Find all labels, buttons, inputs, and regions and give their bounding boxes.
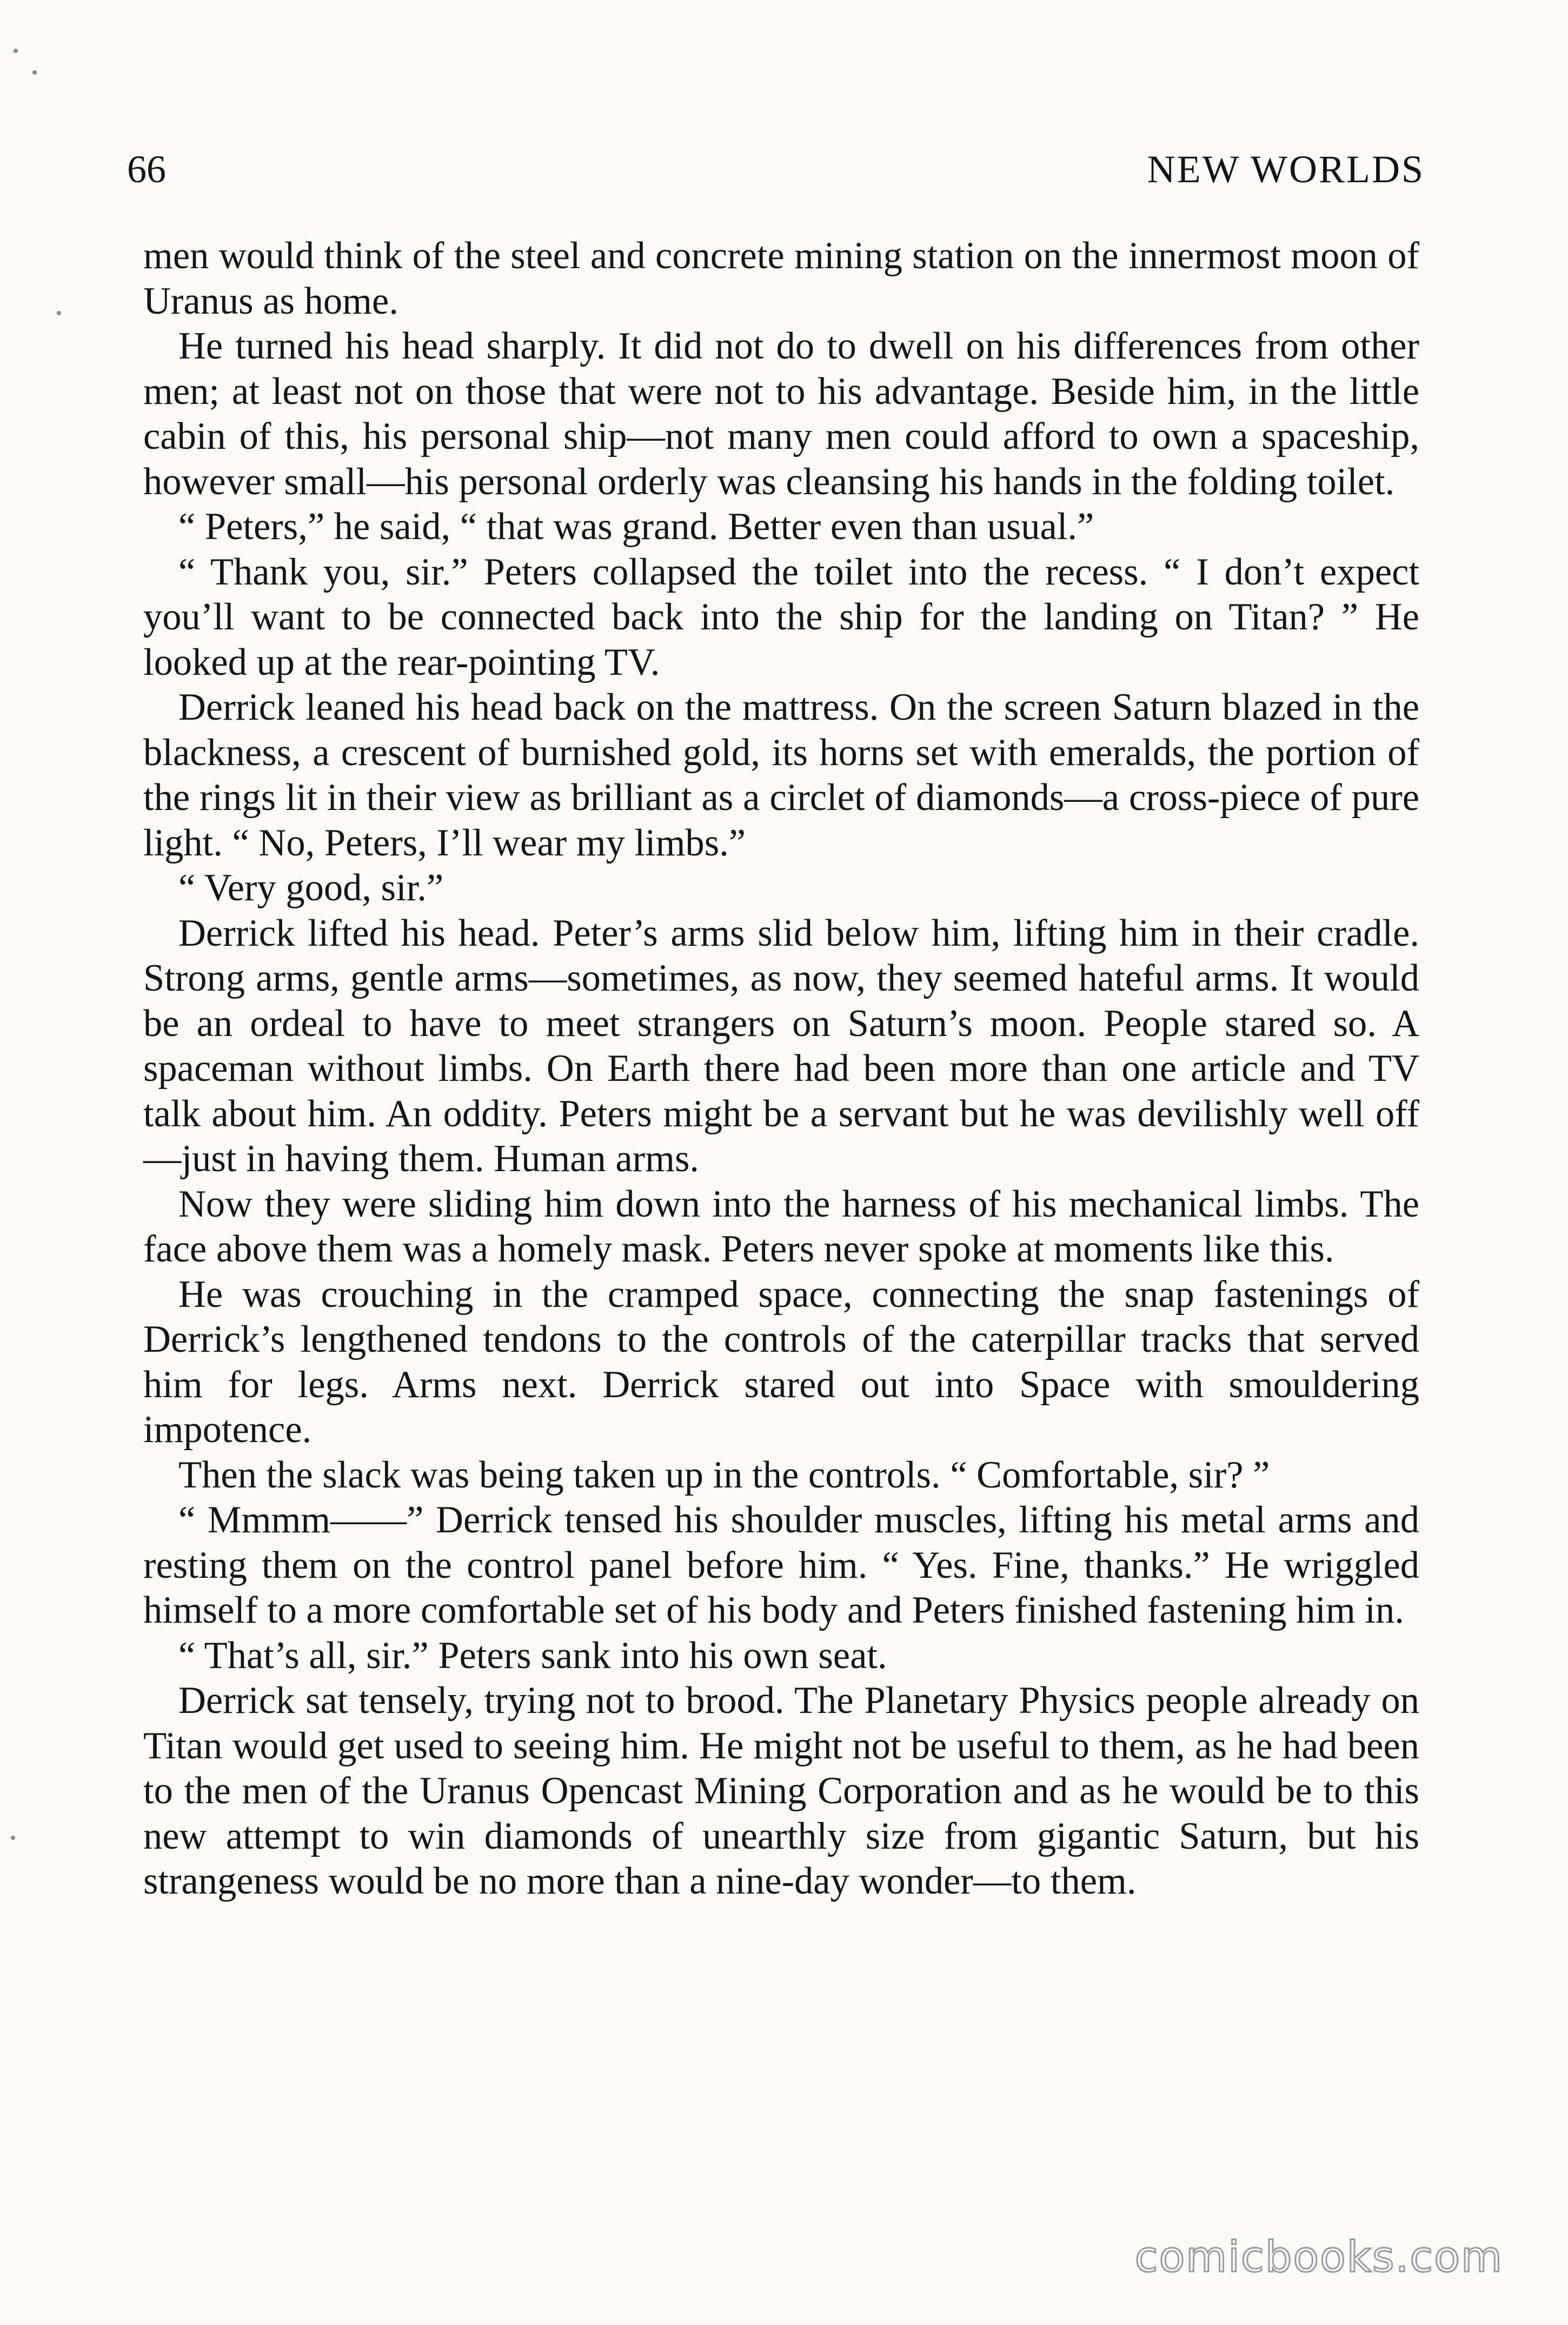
paragraph: He turned his head sharply. It did not do to dwell on his differences from other men; at least not on those that were not to his advantage. Beside him, in the little cabin of this, his personal ship—not many men could afford to own a spaceship, however small—his personal orderly was cleansing his hands in the folding toilet.	[143, 325, 1419, 503]
paragraph: “ Thank you, sir.” Peters collapsed the toilet into the recess. “ I don’t expect you’ll want to be connected back into the ship for the landing on Titan? ” He looked up at the rear-pointing TV.	[143, 550, 1419, 683]
print-speck	[57, 311, 61, 315]
paragraph: He was crouching in the cramped space, connecting the snap fastenings of Derrick’s lengthened tendons to the controls of the caterpillar tracks that served him for legs. Arms next. Derrick stared out into Space with smouldering impotence.	[143, 1273, 1419, 1451]
paragraph: Then the slack was being taken up in the controls. “ Comfortable, sir? ”	[178, 1453, 1270, 1496]
print-speck	[32, 70, 37, 75]
paragraph: men would think of the steel and concrete mining station on the innermost moon of Uranus as home.	[143, 235, 1419, 322]
print-speck	[11, 1836, 15, 1840]
body-text	[143, 234, 1419, 1904]
journal-title: NEW WORLDS	[1147, 148, 1425, 191]
print-speck	[14, 49, 18, 53]
running-head	[127, 140, 1425, 199]
paragraph: “ Mmmm——” Derrick tensed his shoulder muscles, lifting his metal arms and resting them on the control panel before him. “ Yes. Fine, thanks.” He wriggled himself to a more comfortable set of his body and Peters finished fastening him in.	[143, 1499, 1419, 1631]
paragraph: Derrick sat tensely, trying not to brood. The Planetary Physics people already on Titan would get used to seeing him. He might not be useful to them, as he had been to the men of the Uranus Opencast Mining Corporation and as he would be to this new attempt to win diamonds of unearthly size from gigantic Saturn, but his strangeness would be no more than a nine-day wonder—to them.	[143, 1679, 1419, 1902]
watermark-logo: comicbooks.com	[1134, 2233, 1503, 2282]
paragraph: “ That’s all, sir.” Peters sank into his own seat.	[178, 1634, 887, 1677]
paragraph: Derrick leaned his head back on the mattress. On the screen Saturn blazed in the blackness, a crescent of burnished gold, its horns set with emeralds, the portion of the rings lit in their view as brilliant as a circlet of diamonds—a cross-piece of pure light. “ No, Peters, I’ll wear my limbs.”	[143, 686, 1419, 864]
page-number: 66	[127, 148, 166, 191]
paragraph: “ Very good, sir.”	[178, 867, 444, 909]
paragraph: Derrick lifted his head. Peter’s arms slid below him, lifting him in their cradle. Strong arms, gentle arms—sometimes, as now, they seemed hateful arms. It would be an ordeal to have to meet strangers on Saturn’s moon. People stared so. A spaceman without limbs. On Earth there had been more than one article and TV talk about him. An oddity. Peters might be a servant but he was devilishly well off—just in having them. Human arms.	[143, 912, 1419, 1180]
paragraph: “ Peters,” he said, “ that was grand. Better even than usual.”	[178, 506, 1094, 548]
paragraph: Now they were sliding him down into the harness of his mechanical limbs. The face above them was a homely mask. Peters never spoke at moments like this.	[143, 1183, 1419, 1270]
